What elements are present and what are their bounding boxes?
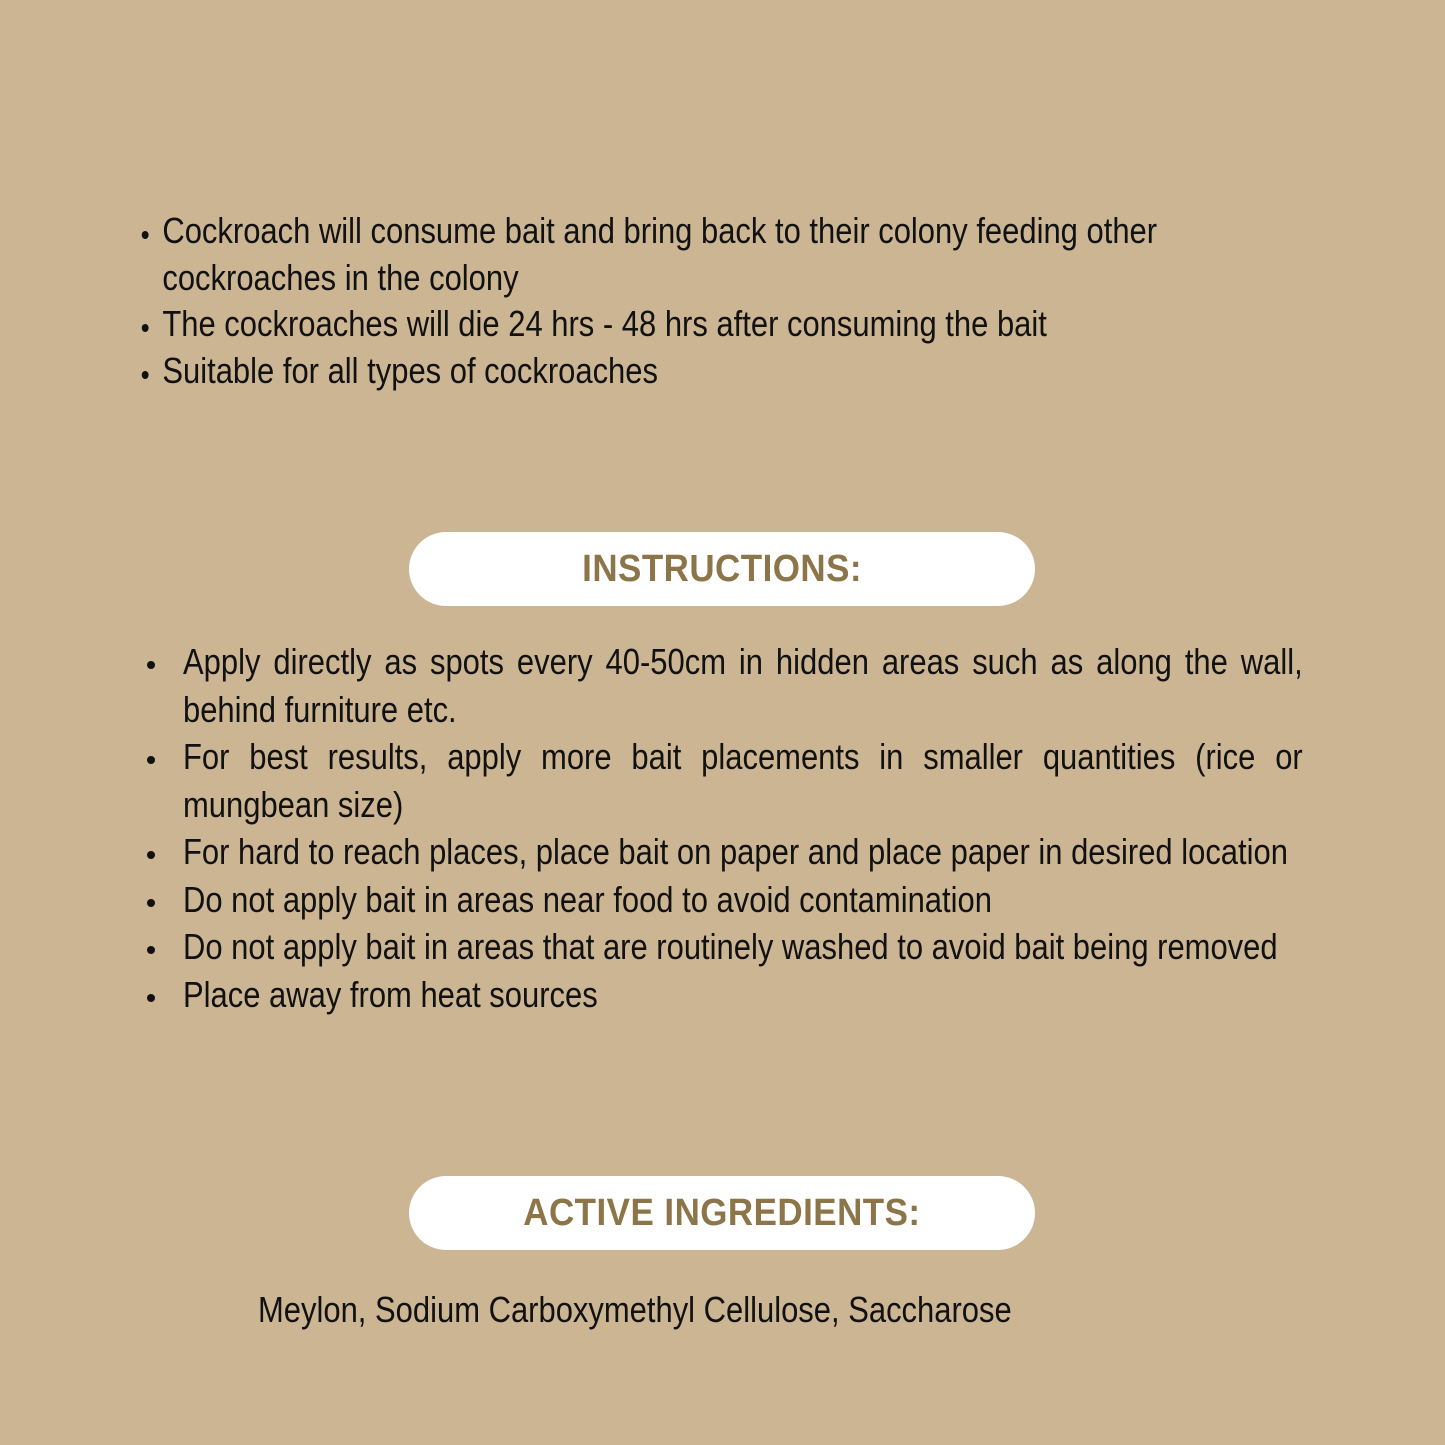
instructions-list xyxy=(140,638,1302,1018)
instruction-item xyxy=(140,971,1302,1019)
instruction-item xyxy=(140,638,1302,733)
instructions-heading-pill xyxy=(409,532,1035,606)
instruction-item xyxy=(140,733,1302,828)
active-ingredients-text: Meylon, Sodium Carboxymethyl Cellulose, Saccharose xyxy=(258,1289,1012,1330)
instruction-text: For best results, apply more bait placements in smaller quantities (rice or mungbean size) xyxy=(183,736,1303,825)
instruction-item xyxy=(140,876,1302,924)
active-ingredients-heading-pill xyxy=(409,1176,1035,1250)
feature-list xyxy=(140,208,1200,394)
feature-item: The cockroaches will die 24 hrs - 48 hrs after consuming the bait xyxy=(140,301,1220,348)
instruction-text: Place away from heat sources xyxy=(183,973,598,1015)
instruction-item xyxy=(140,828,1302,876)
instruction-text: Do not apply bait in areas near food to avoid contamination xyxy=(183,878,992,920)
feature-item: Cockroach will consume bait and bring back to their colony feeding other cockroaches in the colony xyxy=(140,208,1220,301)
feature-item: Suitable for all types of cockroaches xyxy=(140,348,1220,395)
instruction-text: Apply directly as spots every 40-50cm in hidden areas such as along the wall, behind furniture etc. xyxy=(183,641,1303,730)
instructions-heading: INSTRUCTIONS: xyxy=(582,547,862,590)
instruction-text: For hard to reach places, place bait on paper and place paper in desired location xyxy=(183,831,1288,872)
instruction-item xyxy=(140,923,1302,971)
instruction-text: Do not apply bait in areas that are routinely washed to avoid bait being removed xyxy=(183,926,1278,967)
active-ingredients-heading: ACTIVE INGREDIENTS: xyxy=(523,1191,921,1234)
